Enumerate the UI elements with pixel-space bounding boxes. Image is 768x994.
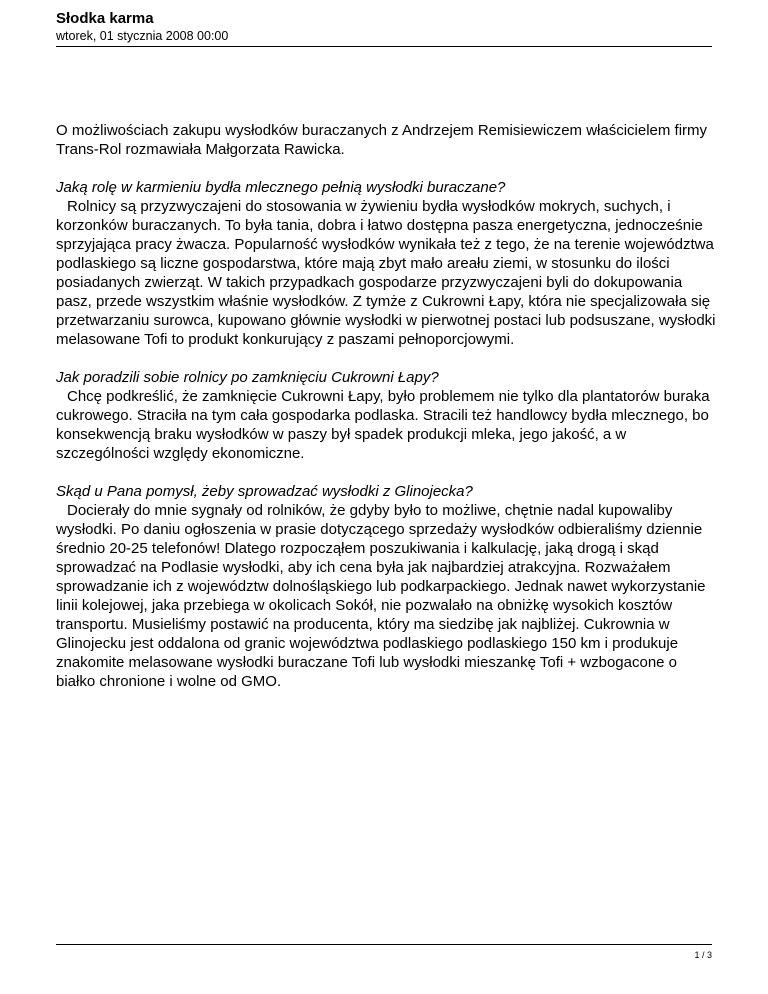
answer-1: Rolnicy są przyzwyczajeni do stosowania w żywieniu bydła wysłodków mokrych, suchych, i korzonków buraczanych. To była tania, dobra i łatwo dostępna pasza energetyczna, jednocześnie sprzyjająca pracy żwacza. Popularność wysłodków wynikała też z tego, że na terenie województwa podlaskiego są liczne gospodarstwa, które mają zbyt mało areału ziemi, w stosunku do ilości posiadanych zwierząt. W takich przypadkach gospodarze przyzwyczajeni byli do dokupowania pasz, przede wszystkim właśnie wysłodków. Z tymże z Cukrowni Łapy, która nie specjalizowała się przetwarzaniu surowca, kupowano głównie wysłodki w pierwotnej postaci lub podsuszane, wysłodki melasowane Tofi to produkt konkurujący z paszami pełnoporcjowymi. [56,198,716,348]
question-3: Skąd u Pana pomysł, żeby sprowadzać wysłodki z Glinojecka? [56,483,473,500]
answer-3: Docierały do mnie sygnały od rolników, że gdyby było to możliwe, chętnie nadal kupowaliby wysłodki. Po daniu ogłoszenia w prasie dotyczącego sprzedaży wysłodków odbieraliśmy dziennie średnio 20-25 telefonów! Dlatego rozpocząłem poszukiwania i kalkulację, jaką drogą i skąd sprowadzać na Podlasie wysłodki, aby ich cena była jak najbardziej atrakcyjna. Rozważałem sprowadzanie ich z województw dolnośląskiego lub podkarpackiego. Jednak nawet wykorzystanie linii kolejowej, jaka przebiega w okolicach Sokół, nie pozwalało na obniżkę wysokich kosztów transportu. Musieliśmy postawić na producenta, który ma siedzibę jak najbliżej. Cukrownia w Glinojecku jest oddalona od granic województwa podlaskiego podlaskiego 150 km i produkuje znakomite melasowane wysłodki buraczane Tofi lub wysłodki mieszankę Tofi + wzbogacone o białko chronione i wolne od GMO. [56,502,706,690]
qa-block-2 [56,368,716,463]
article-body [56,121,716,710]
page-number: 1 / 3 [694,950,712,960]
article-date: wtorek, 01 stycznia 2008 00:00 [56,29,229,43]
page-header [56,10,712,47]
question-1: Jaką rolę w karmieniu bydła mlecznego pełnią wysłodki buraczane? [56,179,506,196]
article-intro: O możliwościach zakupu wysłodków buraczanych z Andrzejem Remisiewiczem właścicielem firmy Trans-Rol rozmawiała Małgorzata Rawicka. [56,122,708,158]
question-2: Jak poradzili sobie rolnicy po zamknięciu Cukrowni Łapy? [56,369,439,386]
qa-block-1 [56,178,716,349]
qa-block-3 [56,482,716,691]
article-title: Słodka karma [56,10,154,27]
page-footer [56,944,712,960]
answer-2: Chcę podkreślić, że zamknięcie Cukrowni Łapy, było problemem nie tylko dla plantatorów buraka cukrowego. Straciła na tym cała gospodarka podlaska. Stracili też handlowcy bydła mlecznego, bo konsekwencją braku wysłodków w paszy był spadek produkcji mleka, jego jakość, a w szczególności względy ekonomiczne. [56,388,710,462]
